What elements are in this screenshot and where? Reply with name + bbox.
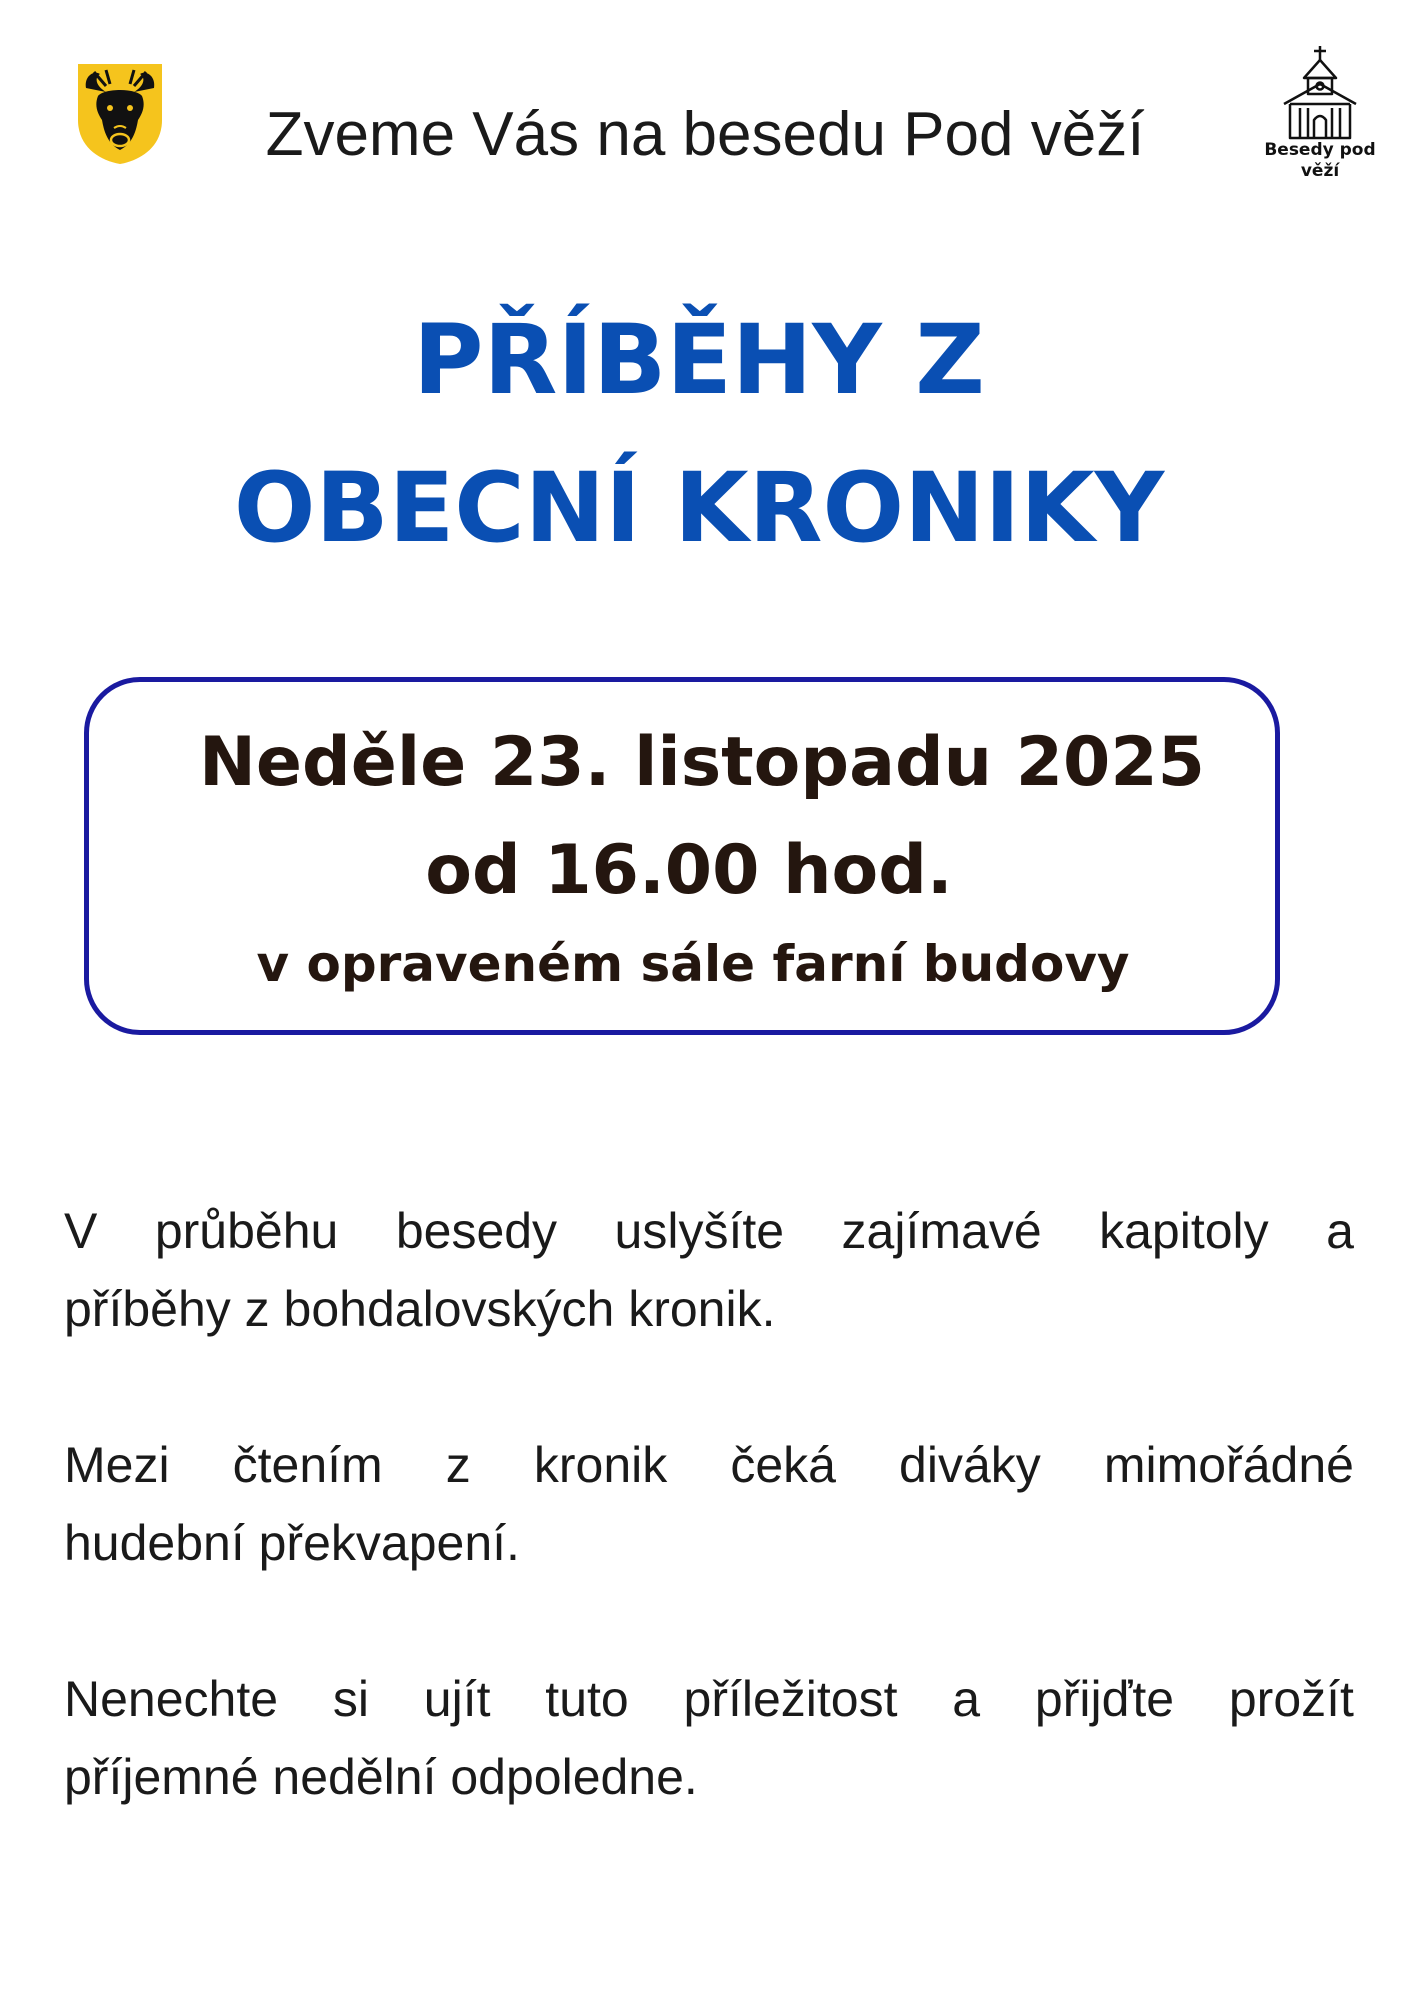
word: prožít [1228,1671,1354,1727]
coat-of-arms-icon [76,62,164,166]
paragraph-line: příběhy z bohdalovských kronik. [64,1281,776,1337]
word: besedy [395,1203,558,1259]
word: kapitoly [1099,1203,1269,1259]
word: čtením [232,1437,383,1493]
word: a [1326,1203,1354,1259]
word: z [445,1437,471,1493]
paragraph-line: hudební překvapení. [64,1515,520,1571]
paragraph-line [64,1660,1354,1738]
word: V [64,1203,98,1259]
word: uslyšíte [614,1203,785,1259]
paragraph-invitation [64,1660,1354,1816]
series-logo [1250,44,1390,194]
paragraph-line: příjemné nedělní odpoledne. [64,1749,698,1805]
paragraph-program [64,1192,1354,1348]
header-invitation: Zveme Vás na besedu Pod věží [265,100,1145,169]
page-title-line-1: PŘÍBĚHY Z [413,304,985,416]
page-title-line-2: OBECNÍ KRONIKY [233,452,1165,564]
word: ujít [423,1671,491,1727]
word: Mezi [64,1437,170,1493]
word: Nenechte [64,1671,279,1727]
word: mimořádné [1103,1437,1354,1493]
paragraph-line [64,1426,1354,1504]
word: příležitost [683,1671,898,1727]
word: průběhu [154,1203,339,1259]
word: zajímavé [841,1203,1042,1259]
word: kronik [533,1437,668,1493]
word: a [952,1671,981,1727]
event-place: v opraveném sále farní budovy [256,935,1130,993]
church-icon [1270,44,1370,140]
event-date: Neděle 23. listopadu 2025 [199,723,1205,802]
word: přijďte [1034,1671,1175,1727]
series-logo-label: Besedy pod věží [1264,140,1376,181]
event-time: od 16.00 hod. [425,831,953,910]
paragraph-line [64,1192,1354,1270]
paragraph-music [64,1426,1354,1582]
word: si [332,1671,369,1727]
word: diváky [899,1437,1041,1493]
word: čeká [730,1437,836,1493]
word: tuto [545,1671,629,1727]
